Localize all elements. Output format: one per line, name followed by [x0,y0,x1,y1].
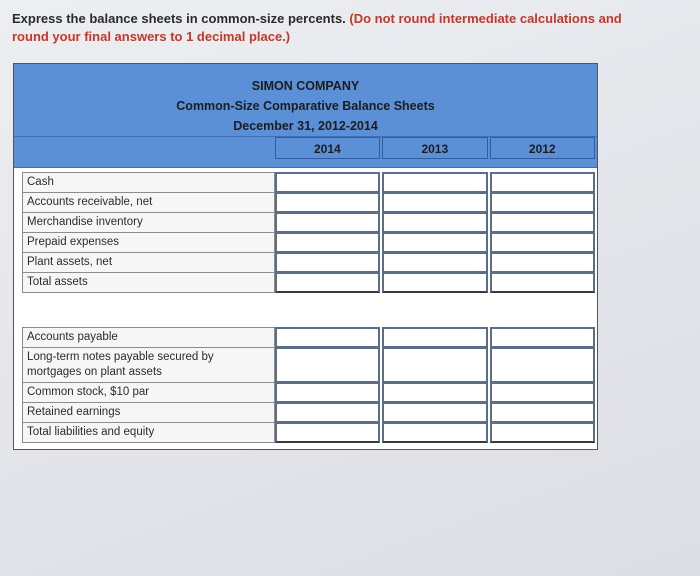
common-stock-2012-input[interactable] [490,383,595,403]
total-liabilities-equity-2012-input[interactable] [490,423,595,443]
cash-2014-input[interactable] [275,172,380,193]
prepaid-expenses-2012-input[interactable] [490,233,595,253]
row-label-merchandise-inventory: Merchandise inventory [22,213,275,233]
retained-earnings-2013-input[interactable] [382,403,487,423]
row-label-total-liabilities-equity: Total liabilities and equity [22,423,275,443]
row-label-common-stock: Common stock, $10 par [22,383,275,403]
accounts-payable-2012-input[interactable] [490,327,595,348]
long-term-notes-2013-input[interactable] [382,348,487,383]
row-label-plant-assets: Plant assets, net [22,253,275,273]
total-assets-2014-input[interactable] [275,273,380,293]
table-row [14,403,597,423]
plant-assets-2012-input[interactable] [490,253,595,273]
row-label-prepaid-expenses: Prepaid expenses [22,233,275,253]
assets-section [14,168,597,293]
table-row [14,383,597,403]
year-header-row [14,137,597,159]
accounts-receivable-2014-input[interactable] [275,193,380,213]
table-row [14,193,597,213]
table-row [14,348,597,383]
instructions-note: (Do not round intermediate calculations and round your final answers to 1 decimal place.) [12,11,622,44]
instructions-text: Express the balance sheets in common-size percents. [12,11,350,26]
table-row [14,172,597,193]
accounts-payable-2013-input[interactable] [382,327,487,348]
long-term-notes-2014-input[interactable] [275,348,380,383]
retained-earnings-2014-input[interactable] [275,403,380,423]
merchandise-inventory-2012-input[interactable] [490,213,595,233]
year-2014: 2014 [275,137,380,159]
cash-2012-input[interactable] [490,172,595,193]
table-row [14,423,597,443]
merchandise-inventory-2014-input[interactable] [275,213,380,233]
company-name: SIMON COMPANY [251,79,360,93]
common-stock-2013-input[interactable] [382,383,487,403]
prepaid-expenses-2013-input[interactable] [382,233,487,253]
plant-assets-2014-input[interactable] [275,253,380,273]
sheet-title: Common-Size Comparative Balance Sheets [176,99,435,113]
table-row [14,273,597,293]
table-row [14,213,597,233]
sheet-period: December 31, 2012-2014 [233,119,378,133]
row-label-accounts-receivable: Accounts receivable, net [22,193,275,213]
liabilities-section [14,323,597,443]
table-row [14,233,597,253]
row-label-accounts-payable: Accounts payable [22,327,275,348]
row-label-long-term-notes: Long-term notes payable secured by mortgages on plant assets [22,348,275,383]
row-label-retained-earnings: Retained earnings [22,403,275,423]
plant-assets-2013-input[interactable] [382,253,487,273]
table-header [14,64,597,137]
year-2012: 2012 [490,137,595,159]
retained-earnings-2012-input[interactable] [490,403,595,423]
table-row [14,253,597,273]
table-row [14,327,597,348]
accounts-receivable-2013-input[interactable] [382,193,487,213]
merchandise-inventory-2013-input[interactable] [382,213,487,233]
total-liabilities-equity-2013-input[interactable] [382,423,487,443]
common-stock-2014-input[interactable] [275,383,380,403]
balance-sheet-table [13,63,598,450]
year-2013: 2013 [382,137,487,159]
row-label-cash: Cash [22,172,275,193]
total-liabilities-equity-2014-input[interactable] [275,423,380,443]
instructions [12,10,652,46]
prepaid-expenses-2014-input[interactable] [275,233,380,253]
row-label-total-assets: Total assets [22,273,275,293]
accounts-receivable-2012-input[interactable] [490,193,595,213]
total-assets-2012-input[interactable] [490,273,595,293]
accounts-payable-2014-input[interactable] [275,327,380,348]
long-term-notes-2012-input[interactable] [490,348,595,383]
total-assets-2013-input[interactable] [382,273,487,293]
cash-2013-input[interactable] [382,172,487,193]
